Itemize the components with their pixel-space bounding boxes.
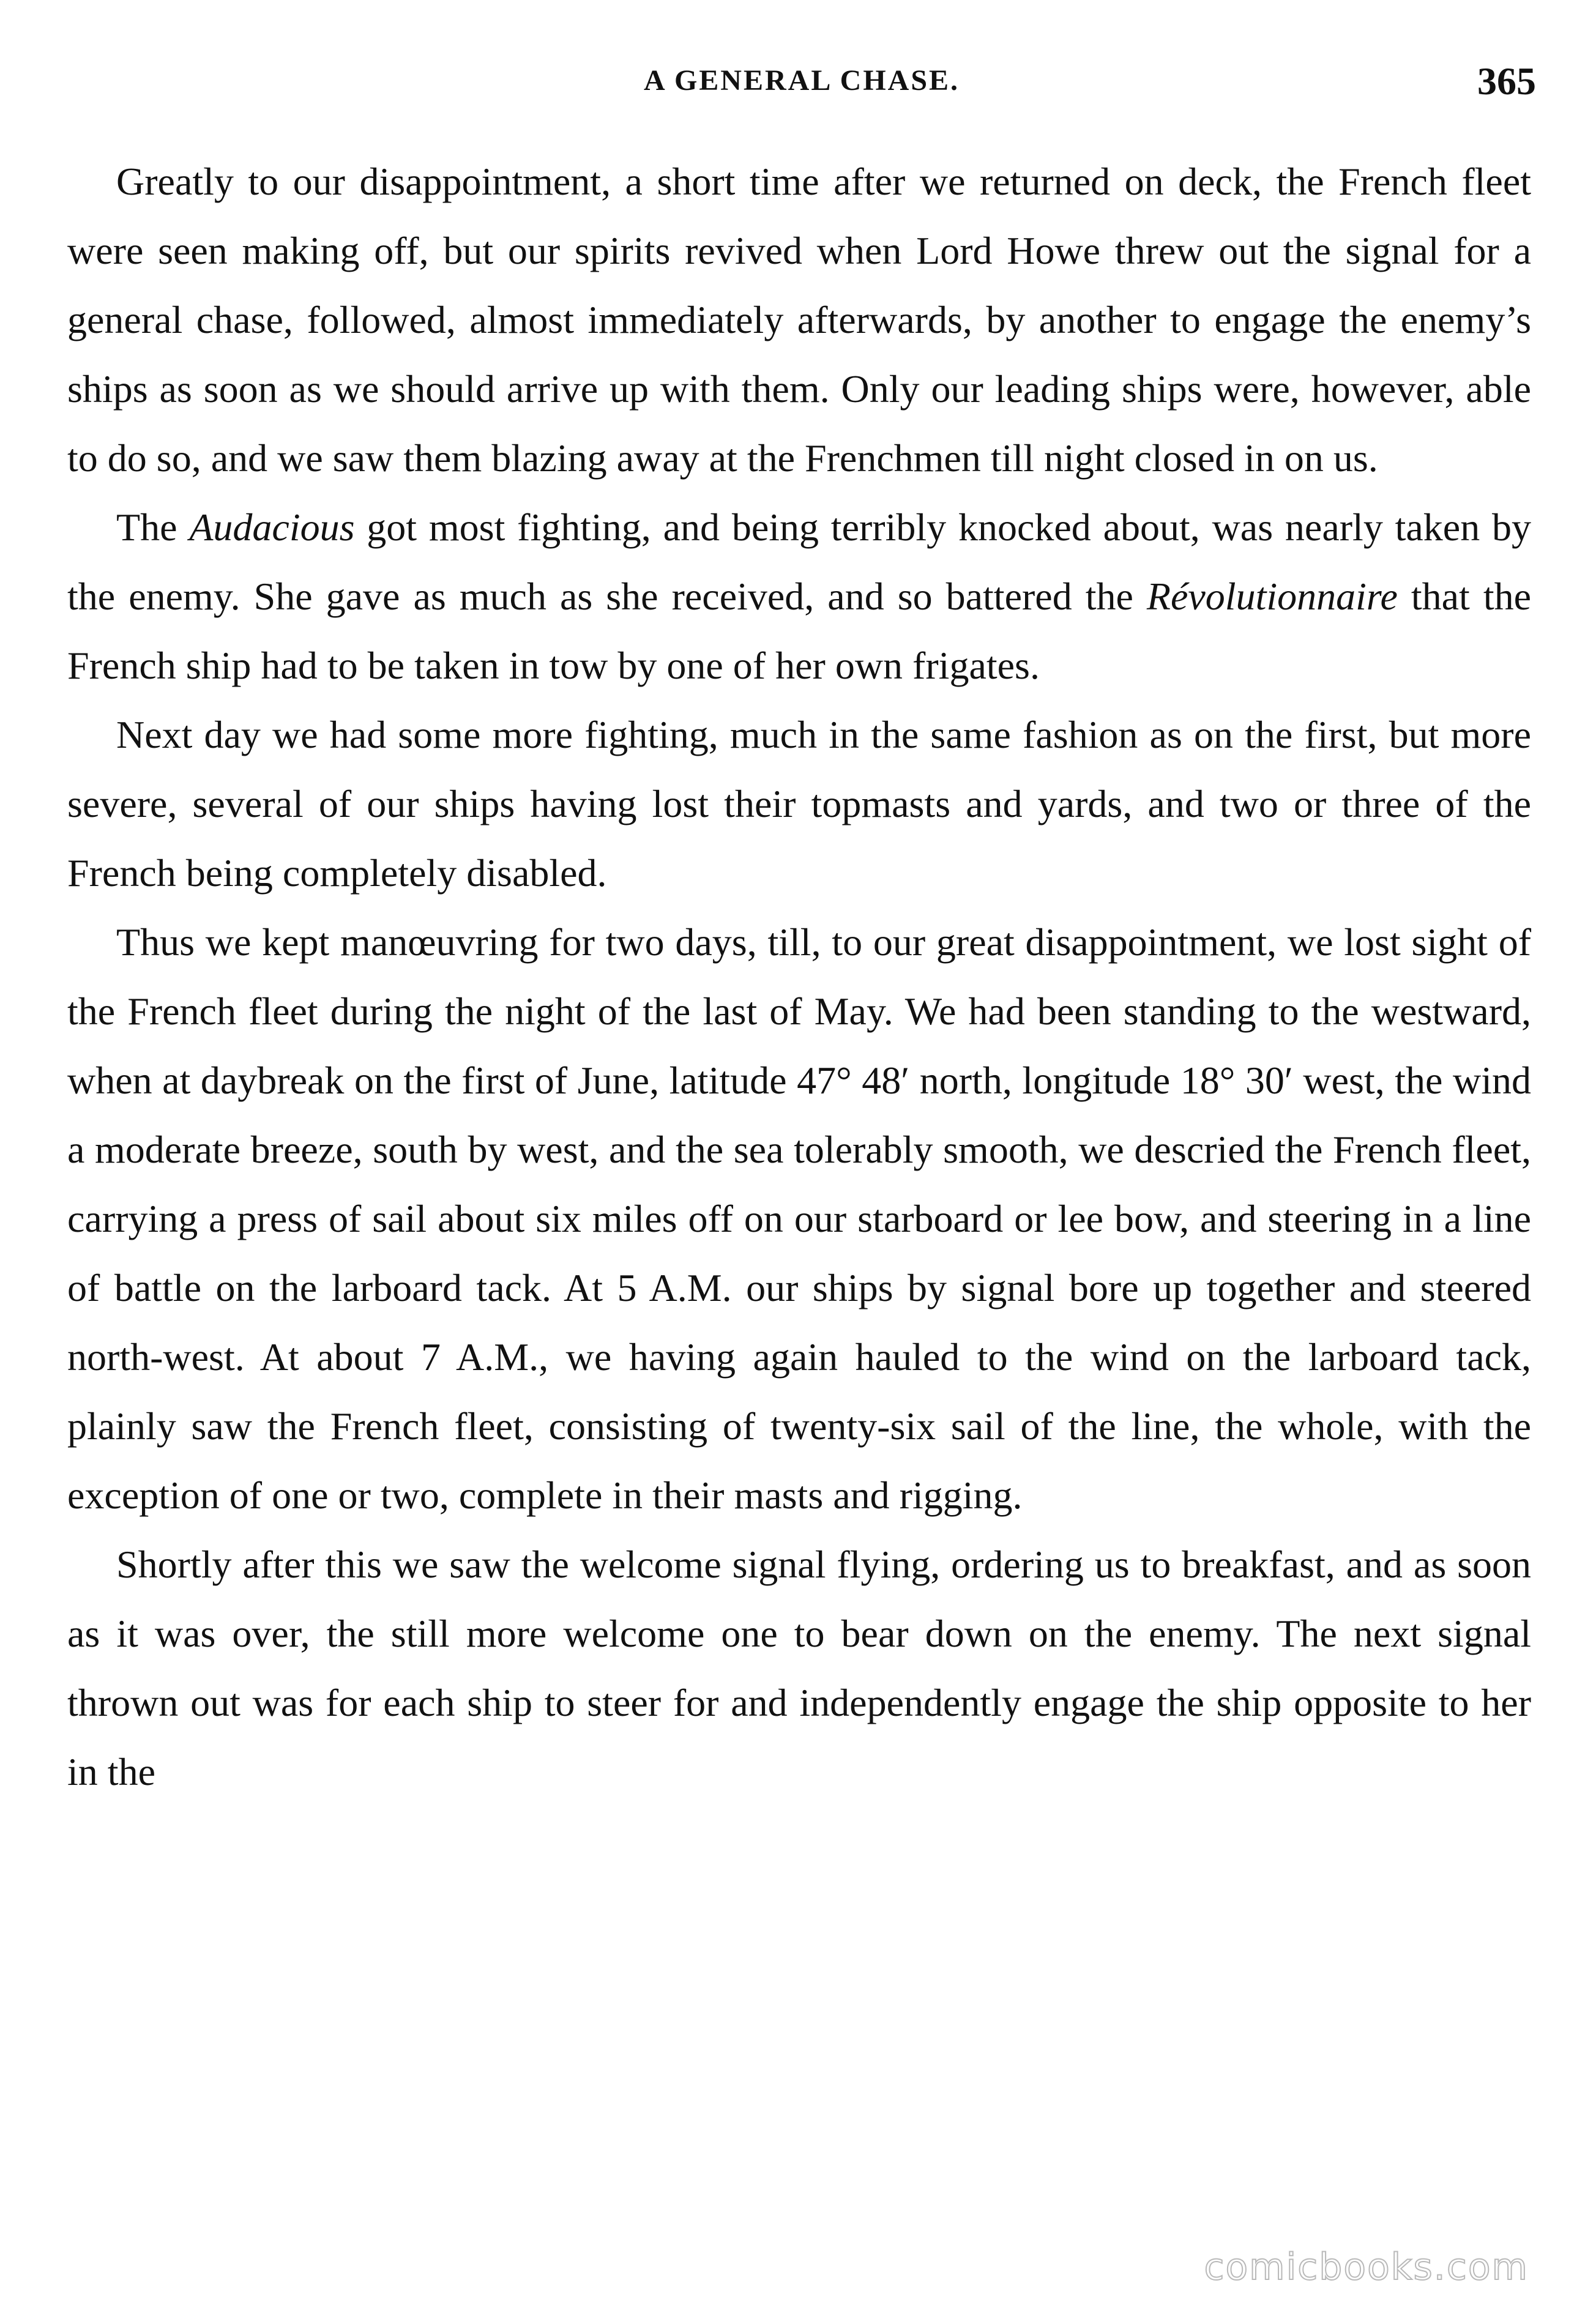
paragraph-2-text-after: that the French ship had to be taken in tow by one of her own frigates. — [67, 575, 1531, 687]
paragraph-5: Shortly after this we saw the welcome signal flying, ordering us to breakfast, and as soon as it was over, the still more welcome one to bear down on the enemy. The next signal thrown out was for each ship to steer for and independently engage the ship opposite to her in the — [67, 1543, 1531, 1793]
paragraph-3: Next day we had some more fighting, much in the same fashion as on the first, but more severe, several of our ships having lost their topmasts and yards, and two or three of the French being completely disabled. — [67, 713, 1531, 895]
page-number: 365 — [1477, 59, 1536, 103]
body-text — [67, 147, 1531, 1806]
watermark: comicbooks.com — [1204, 2246, 1529, 2289]
running-head — [67, 59, 1536, 126]
paragraph-2-text-before: The — [116, 505, 190, 549]
running-title: A GENERAL CHASE. — [643, 64, 960, 97]
ship-name-revolutionnaire: Révolutionnaire — [1146, 575, 1398, 618]
paragraph-2-text-middle: got most fighting, and being terribly knocked about, was nearly taken by the enemy. She gave as much as she received, and so battered the — [67, 505, 1532, 618]
paragraph-4: Thus we kept manœuvring for two days, till, to our great disappointment, we lost sight of the French fleet during the night of the last of May. We had been standing to the westward, when at daybreak on the first of June, latitude 47° 48′ north, longitude 18° 30′ west, the wind a moderate breeze, south by west, and the sea tolerably smooth, we descried the French fleet, carrying a press of sail about six miles off on our starboard or lee bow, and steering in a line of battle on the larboard tack. At 5 A.M. our ships by signal bore up together and steered north-west. At about 7 A.M., we having again hauled to the wind on the larboard tack, plainly saw the French fleet, consisting of twenty-six sail of the line, the whole, with the exception of one or two, complete in their masts and rigging. — [67, 920, 1531, 1517]
paragraph-1: Greatly to our disappointment, a short time after we returned on deck, the French fleet were seen making off, but our spirits revived when Lord Howe threw out the signal for a general chase, followed, almost immediately afterwards, by another to engage the enemy’s ships as soon as we should arrive up with them. Only our leading ships were, however, able to do so, and we saw them blazing away at the Frenchmen till night closed in on us. — [67, 160, 1531, 480]
ship-name-audacious: Audacious — [189, 505, 355, 549]
paragraph-2 — [67, 493, 1531, 700]
